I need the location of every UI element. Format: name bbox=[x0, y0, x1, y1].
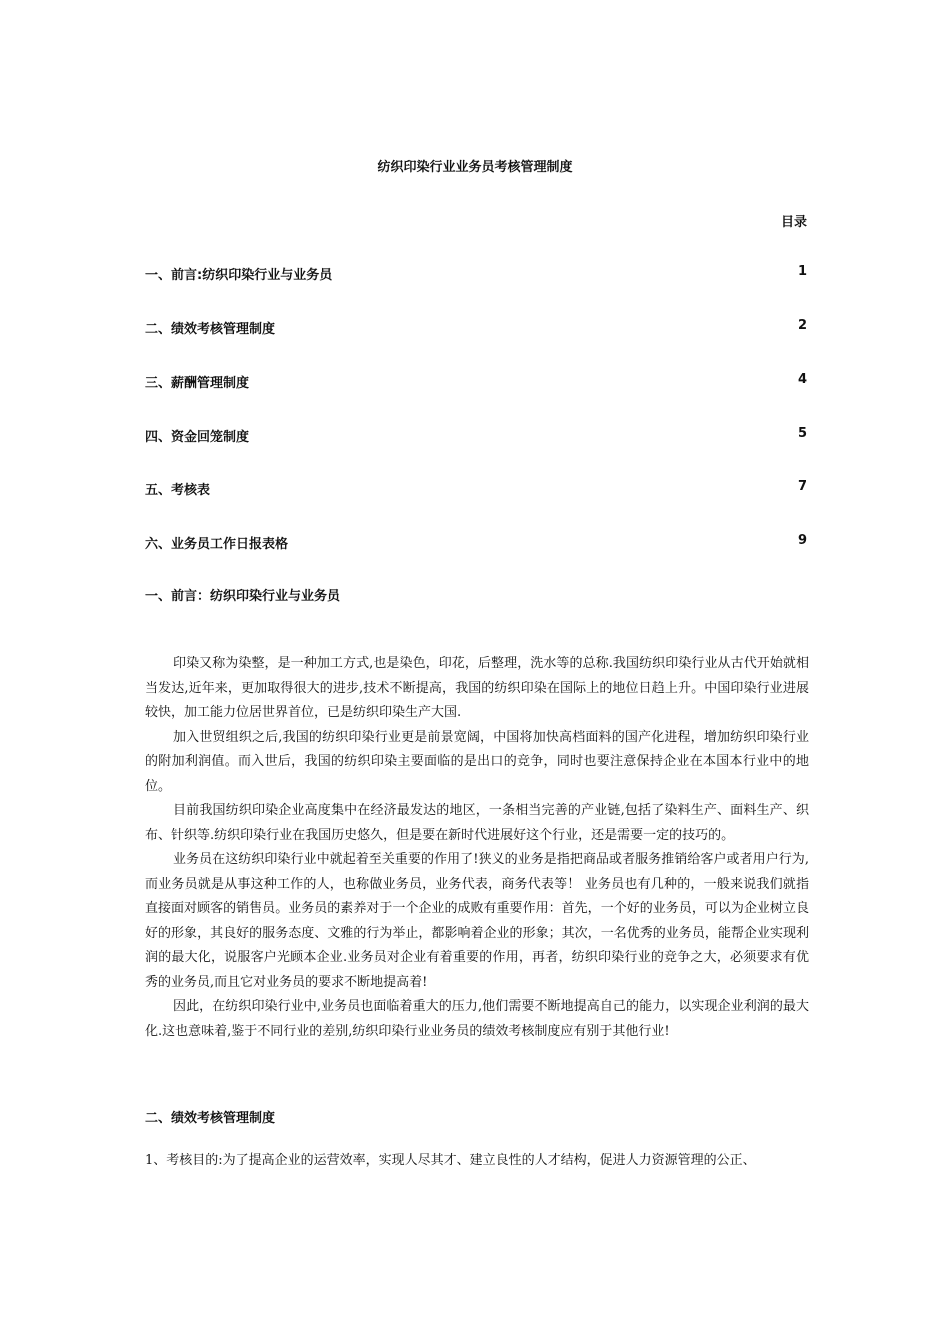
toc-entry[interactable] bbox=[145, 318, 807, 336]
toc-entry[interactable] bbox=[145, 372, 807, 390]
paragraph: 业务员在这纺织印染行业中就起着至关重要的作用了!狭义的业务是指把商品或者服务推销给客户或者用户行为,而业务员就是从事这种工作的人，也称做业务员，业务代表，商务代表等！ 业务员也有几种的，一般来说我们就指直接面对顾客的销售员。业务员的素养对于一个企业的成败有重要作用：首先，一个好的业务员，可以为企业树立良好的形象，其良好的服务态度、文雅的行为举止，都影响着企业的形象；其次，一名优秀的业务员，能帮企业实现利润的最大化，说服客户光顾本企业.业务员对企业有着重要的作用，再者，纺织印染行业的竞争之大，必须要求有优秀的业务员,而且它对业务员的要求不断地提高着! bbox=[145, 852, 809, 990]
toc-entry-page: 2 bbox=[797, 318, 807, 333]
toc-entry-label: 三、薪酬管理制度 bbox=[145, 376, 250, 391]
paragraph: 印染又称为染整，是一种加工方式,也是染色，印花，后整理，洗水等的总称.我国纺织印染行业从古代开始就相当发达,近年来，更加取得很大的进步,技术不断提高，我国的纺织印染在国际上的地位日趋上升。中国印染行业进展较快，加工能力位居世界首位，已是纺织印染生产大国. bbox=[145, 656, 809, 720]
paragraph: 因此，在纺织印染行业中,业务员也面临着重大的压力,他们需要不断地提高自己的能力，以实现企业利润的最大化.这也意味着,鉴于不同行业的差别,纺织印染行业业务员的绩效考核制度应有别于其他行业! bbox=[145, 999, 809, 1039]
toc-entry-page: 1 bbox=[797, 264, 807, 279]
toc-entry-page: 4 bbox=[797, 372, 807, 387]
toc-entry-page: 7 bbox=[797, 479, 807, 494]
toc-entry-page: 5 bbox=[797, 426, 807, 441]
toc-entry[interactable] bbox=[145, 426, 807, 444]
paragraph: 目前我国纺织印染企业高度集中在经济最发达的地区，一条相当完善的产业链,包括了染料生产、面料生产、织布、针织等.纺织印染行业在我国历史悠久，但是要在新时代进展好这个行业，还是需要一定的技巧的。 bbox=[145, 803, 809, 843]
toc-entry-label: 二、绩效考核管理制度 bbox=[145, 322, 276, 337]
list-item: 1、考核目的:为了提高企业的运营效率，实现人尽其才、建立良性的人才结构，促进人力资源管理的公正、 bbox=[145, 1153, 756, 1168]
toc-heading: 目录 bbox=[780, 215, 807, 230]
toc-entry-page: 9 bbox=[797, 533, 807, 548]
toc-entry-label: 四、资金回笼制度 bbox=[145, 430, 250, 445]
toc-entry-label: 六、业务员工作日报表格 bbox=[145, 537, 289, 552]
document-title: 纺织印染行业业务员考核管理制度 bbox=[377, 160, 573, 175]
paragraph: 加入世贸组织之后,我国的纺织印染行业更是前景宽阔，中国将加快高档面料的国产化进程，增加纺织印染行业的附加利润值。而入世后，我国的纺织印染主要面临的是出口的竞争，同时也要注意保持企业在本国本行业中的地位。 bbox=[145, 729, 809, 794]
section-heading: 二、绩效考核管理制度 bbox=[145, 1111, 276, 1126]
section-body bbox=[145, 652, 809, 1044]
toc-entry[interactable] bbox=[145, 264, 807, 282]
toc-entry-label: 五、考核表 bbox=[145, 483, 211, 498]
toc-entry[interactable] bbox=[145, 479, 807, 497]
section-heading: 一、前言：纺织印染行业与业务员 bbox=[145, 589, 341, 604]
toc-entry[interactable] bbox=[145, 533, 807, 551]
toc-entry-label: 一、前言:纺织印染行业与业务员 bbox=[145, 268, 333, 283]
